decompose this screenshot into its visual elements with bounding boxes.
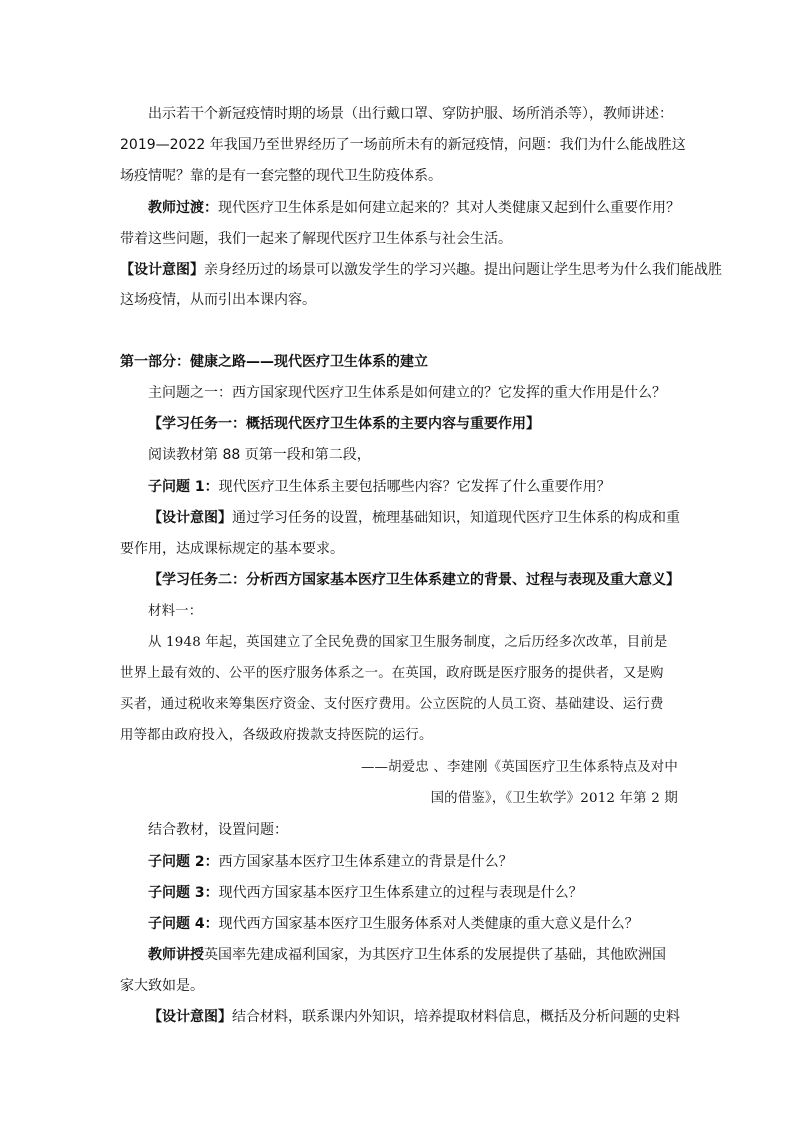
material-source-line-1: ——胡爱忠 、李建刚《英国医疗卫生体系特点及对中: [360, 760, 678, 775]
part1-heading: 第一部分：健康之路——现代医疗卫生体系的建立: [120, 354, 428, 370]
combine-instruction: 结合教材，设置问题：: [148, 822, 288, 838]
material-source-line-2: 国的借鉴》，《卫生软学》2012 年第 2 期: [430, 791, 678, 806]
sub-question-3: [148, 883, 680, 903]
design-intent-1-text-1: 亲身经历过的场景可以激发学生的学习兴趣。提出问题让学生思考为什么我们能战胜: [204, 262, 722, 278]
sub-question-2-label: 子问题 2：: [148, 854, 219, 870]
transition-paragraph: [148, 198, 680, 218]
design-intent-1-label: 【设计意图】: [120, 262, 204, 278]
material-line: 从 1948 年起，英国建立了全民免费的国家卫生服务制度，之后历经多次改革，目前是: [148, 635, 668, 650]
design-intent-2: [148, 508, 680, 528]
teacher-lecture-text-1: 英国率先建成福利国家，为其医疗卫生体系的发展提供了基础，其他欧洲国: [204, 947, 666, 963]
design-intent-3-text: 结合材料，联系课内外知识，培养提取材料信息，概括及分析问题的史料: [232, 1009, 680, 1025]
sub-question-4: [148, 914, 680, 934]
transition-line-2: 带着这些问题，我们一起来了解现代医疗卫生体系与社会生活。: [120, 231, 512, 247]
intro-line-2: 2019—2022 年我国乃至世界经历了一场前所未有的新冠疫情，问题：我们为什么能战胜这: [120, 137, 686, 153]
teacher-lecture-label: 教师讲授: [148, 947, 204, 963]
task-2-heading: 【学习任务二：分析西方国家基本医疗卫生体系建立的背景、过程与表现及重大意义】: [148, 572, 680, 588]
material-line: 买者，通过税收来筹集医疗资金、支付医疗费用。公立医院的人员工资、基础建设、运行费: [120, 697, 664, 712]
sub-question-3-text: 现代西方国家基本医疗卫生体系建立的过程与表现是什么？: [218, 885, 583, 901]
design-intent-1: [120, 260, 722, 280]
sub-question-1-text: 现代医疗卫生体系主要包括哪些内容？它发挥了什么重要作用？: [218, 479, 611, 495]
sub-question-2: [148, 852, 680, 872]
material-line: 用等都由政府投入，各级政府拨款支持医院的运行。: [120, 728, 433, 743]
design-intent-2-text-1: 通过学习任务的设置，梳理基础知识，知道现代医疗卫生体系的构成和重: [232, 510, 680, 526]
material-line: 世界上最有效的、公平的医疗服务体系之一。在英国，政府既是医疗服务的提供者，又是购: [120, 666, 664, 681]
sub-question-4-label: 子问题 4：: [148, 916, 219, 932]
sub-question-3-label: 子问题 3：: [148, 885, 219, 901]
sub-question-2-text: 西方国家基本医疗卫生体系建立的背景是什么？: [218, 854, 513, 870]
main-question: 主问题之一：西方国家现代医疗卫生体系是如何建立的？它发挥的重大作用是什么？: [148, 385, 666, 401]
design-intent-3: [148, 1007, 680, 1027]
sub-question-4-text: 现代西方国家基本医疗卫生服务体系对人类健康的重大意义是什么？: [218, 916, 639, 932]
transition-text-1: 现代医疗卫生体系是如何建立起来的？其对人类健康又起到什么重要作用？: [218, 200, 680, 216]
design-intent-1-line-2: 这场疫情，从而引出本课内容。: [120, 292, 316, 308]
teacher-lecture-line-2: 家大致如是。: [120, 978, 204, 994]
transition-label: 教师过渡：: [148, 200, 218, 216]
design-intent-2-line-2: 要作用，达成课标规定的基本要求。: [120, 541, 344, 557]
material-label: 材料一：: [148, 604, 203, 619]
intro-line-3: 场疫情呢？靠的是有一套完整的现代卫生防疫体系。: [120, 168, 442, 184]
design-intent-3-label: 【设计意图】: [148, 1009, 232, 1025]
teacher-lecture: [148, 945, 680, 965]
intro-line-1: 出示若干个新冠疫情时期的场景（出行戴口罩、穿防护服、场所消杀等），教师讲述：: [148, 106, 673, 122]
sub-question-1-label: 子问题 1：: [148, 479, 219, 495]
sub-question-1: [148, 477, 680, 497]
task-1-heading: 【学习任务一：概括现代医疗卫生体系的主要内容与重要作用】: [148, 416, 540, 432]
reading-instruction: 阅读教材第 88 页第一段和第二段，: [148, 447, 371, 463]
design-intent-2-label: 【设计意图】: [148, 510, 232, 526]
